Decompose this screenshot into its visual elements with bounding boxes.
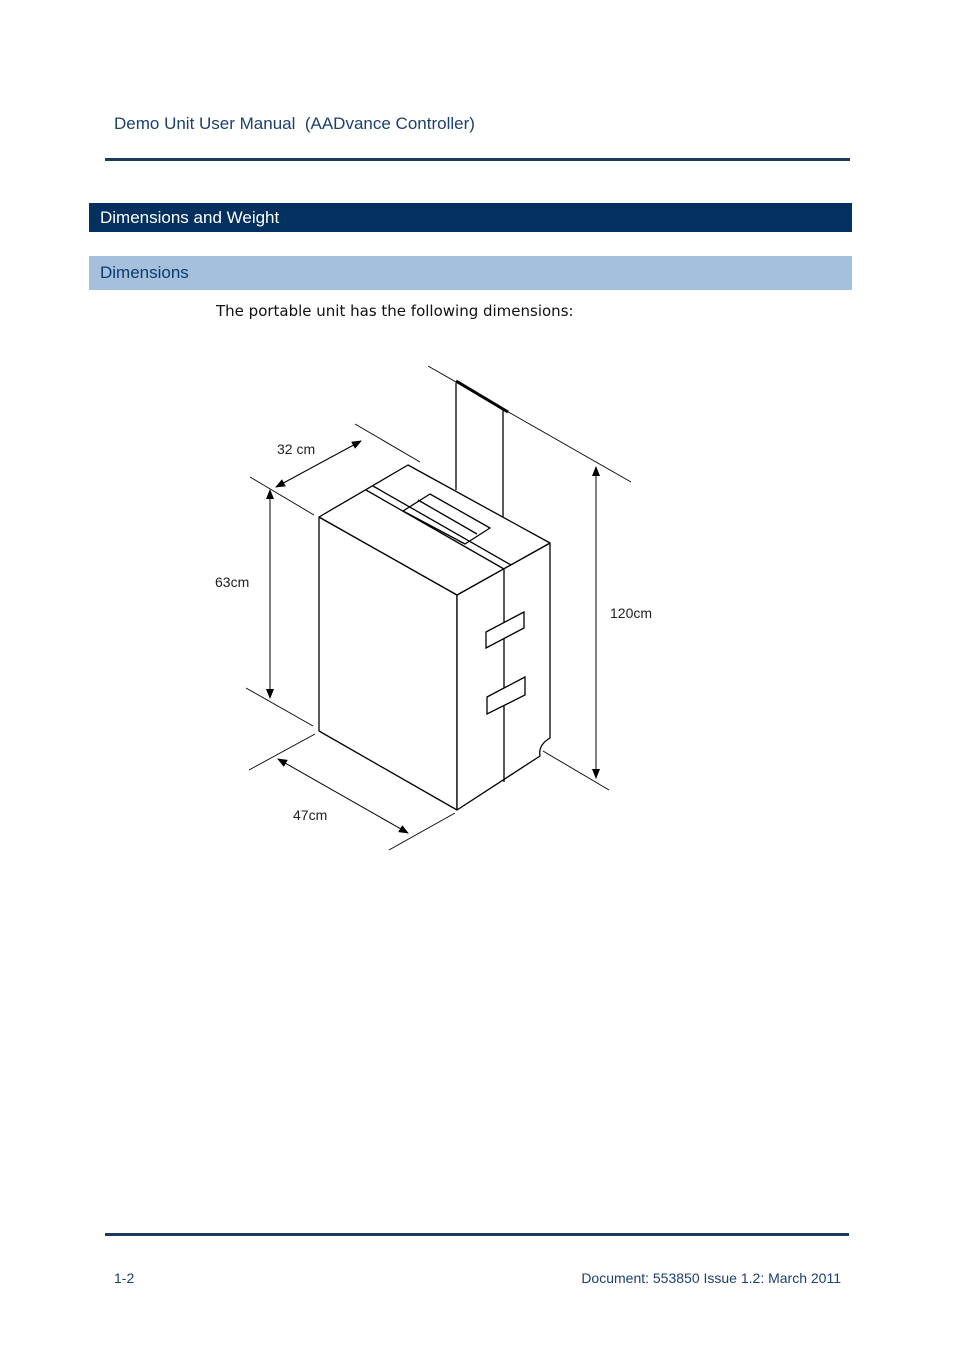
subsection-heading: Dimensions (89, 256, 852, 290)
total-height-label: 120cm (610, 605, 653, 621)
portable-unit-dimension-drawing (200, 355, 670, 855)
case-outline (319, 465, 550, 810)
width-label: 47cm (293, 807, 328, 823)
document-reference: Document: 553850 Issue 1.2: March 2011 (581, 1270, 841, 1286)
page-number: 1-2 (114, 1270, 135, 1286)
header-rule (105, 158, 850, 161)
intro-paragraph: The portable unit has the following dimensions: (216, 302, 574, 320)
footer-rule (105, 1233, 849, 1236)
running-header-title: Demo Unit User Manual (AADvance Controller) (114, 114, 475, 133)
depth-label: 32 cm (277, 441, 316, 457)
height-label: 63cm (215, 574, 250, 590)
section-heading: Dimensions and Weight (89, 203, 852, 232)
